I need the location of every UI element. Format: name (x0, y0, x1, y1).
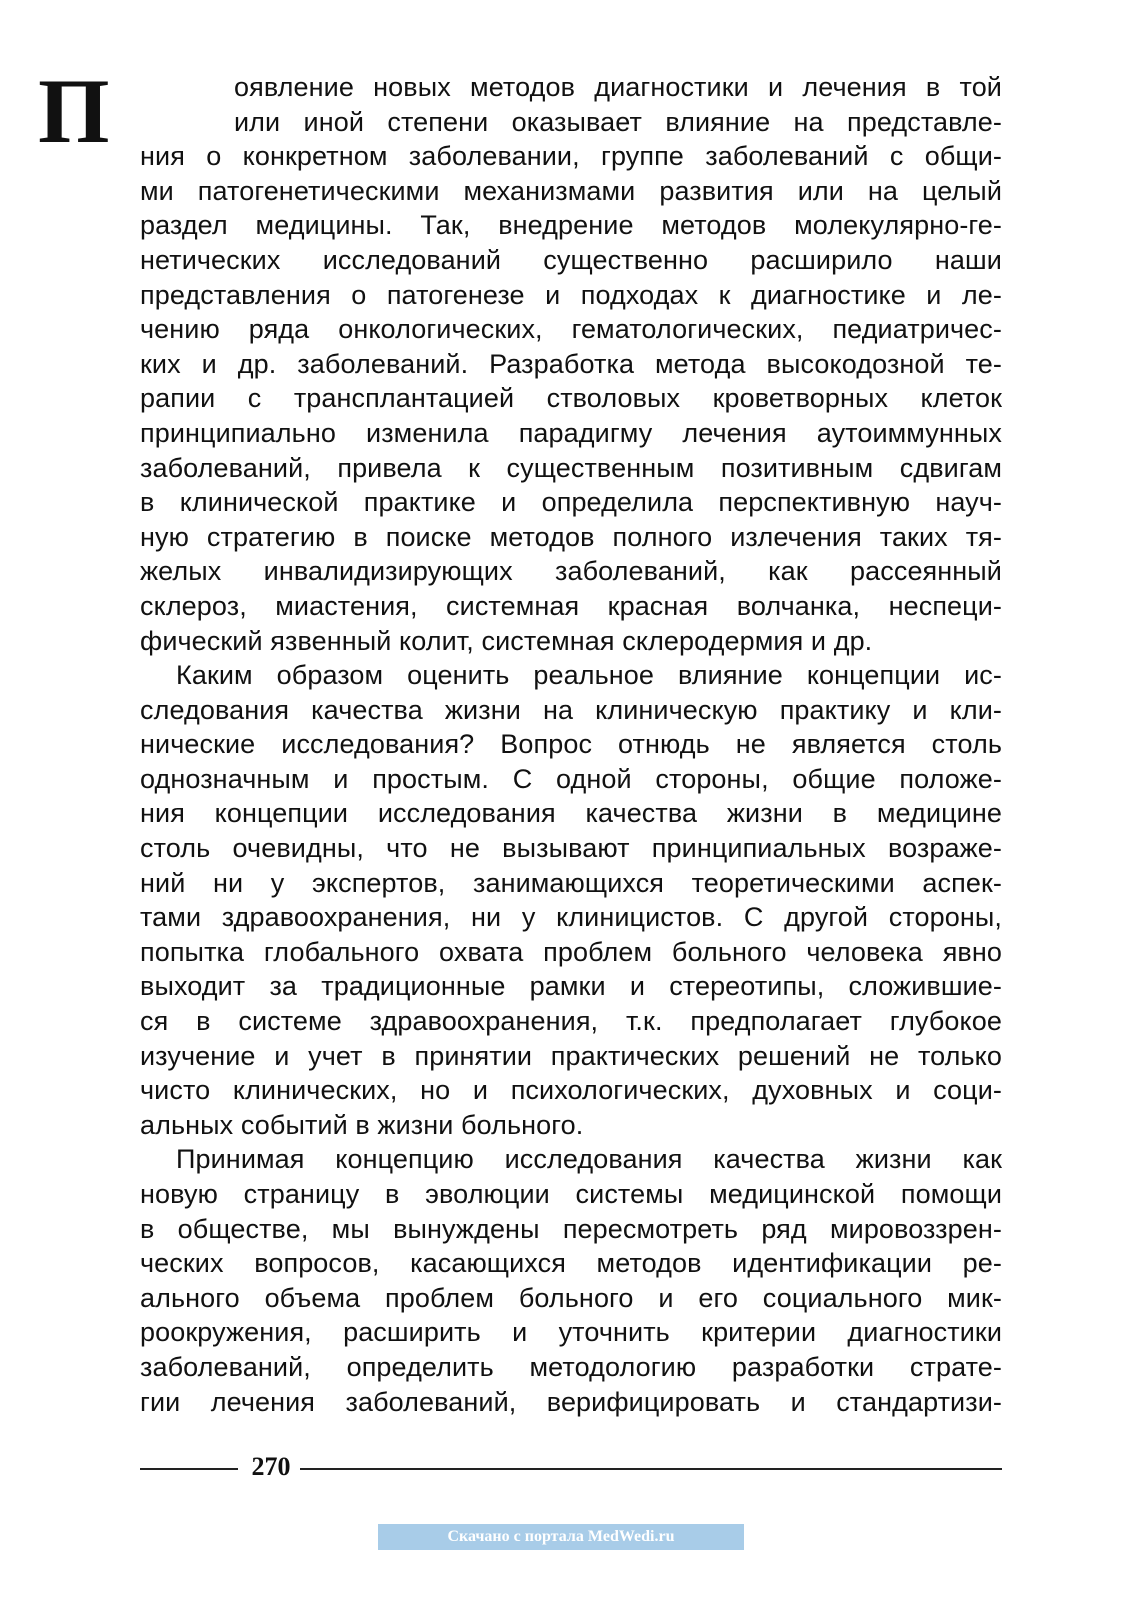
paragraph-1-line-6: нетических исследований существенно расширило наши (140, 244, 1002, 275)
paragraph-1-line-11: принципиально изменила парадигму лечения аутоиммунных (140, 417, 1002, 448)
paragraph-2-line-1: Каким образом оценить реальное влияние концепции ис- (176, 660, 1002, 691)
footer-rule-right (300, 1468, 1002, 1470)
paragraph-1-line-8: чению ряда онкологических, гематологических, педиатричес- (140, 314, 1002, 345)
paragraph-2-line-6: столь очевидны, что не вызывают принципиальных возраже- (140, 833, 1002, 864)
paragraph-1-line-14: ную стратегию в поиске методов полного излечения таких тя- (140, 521, 1002, 552)
paragraph-2-line-10: выходит за традиционные рамки и стереотипы, сложившие- (140, 971, 1002, 1002)
download-watermark-banner: Скачано с портала MedWedi.ru (378, 1524, 744, 1550)
paragraph-1-line-9: ких и др. заболеваний. Разработка метода высокодозной те- (140, 348, 1002, 379)
paragraph-3-line-7: заболеваний, определить методологию разработки страте- (140, 1351, 1002, 1382)
body-text (140, 70, 1002, 1419)
paragraph-2-line-7: ний ни у экспертов, занимающихся теоретическими аспек- (140, 867, 1002, 898)
paragraph-1-line-3: ния о конкретном заболевании, группе заболеваний с общи- (140, 141, 1002, 172)
page-number: 270 (251, 1452, 291, 1481)
paragraph-1-line-13: в клинической практике и определила перспективную науч- (140, 487, 1002, 518)
paragraph-2-line-5: ния концепции исследования качества жизни в медицине (140, 798, 1002, 829)
footer-rule-left (140, 1468, 238, 1470)
paragraph-1-line-2: или иной степени оказывает влияние на представле- (234, 106, 1002, 137)
paragraph-3-line-8: гии лечения заболеваний, верифицировать и стандартизи- (140, 1386, 1002, 1417)
paragraph-2-line-13: чисто клинических, но и психологических, духовных и соци- (140, 1075, 1002, 1106)
paragraph-3-line-4: ческих вопросов, касающихся методов идентификации ре- (140, 1248, 1002, 1279)
paragraph-1-line-10: рапии с трансплантацией стволовых кроветворных клеток (140, 383, 1002, 414)
paragraph-1-line-4: ми патогенетическими механизмами развития или на целый (140, 175, 1002, 206)
paragraph-2-line-11: ся в системе здравоохранения, т.к. предполагает глубокое (140, 1006, 1002, 1037)
paragraph-3-line-2: новую страницу в эволюции системы медицинской помощи (140, 1179, 1002, 1209)
paragraph-1-line-17: фический язвенный колит, системная склеродермия и др. (140, 625, 873, 656)
paragraph-2-line-3: нические исследования? Вопрос отнюдь не является столь (140, 729, 1002, 760)
paragraph-3-line-6: роокружения, расширить и уточнить критерии диагностики (140, 1317, 1002, 1348)
paragraph-1-line-16: склероз, миастения, системная красная волчанка, неспеци- (140, 590, 1002, 621)
page-footer (140, 1452, 1002, 1482)
paragraph-3-line-1: Принимая концепцию исследования качества жизни как (176, 1144, 1002, 1175)
paragraph-3-line-5: ального объема проблем больного и его социального мик- (140, 1282, 1002, 1313)
paragraph-1-line-12: заболеваний, привела к существенным позитивным сдвигам (140, 452, 1002, 483)
paragraph-2-line-4: однозначным и простым. С одной стороны, общие положе- (140, 763, 1002, 794)
paragraph-2-line-8: тами здравоохранения, ни у клиницистов. С другой стороны, (140, 902, 1002, 933)
paragraph-2-line-9: попытка глобального охвата проблем больного человека явно (140, 936, 1002, 967)
paragraph-1-line-1: оявление новых методов диагностики и лечения в той (234, 72, 1002, 102)
paragraph-1-line-15: желых инвалидизирующих заболеваний, как рассеянный (140, 556, 1002, 587)
paragraph-3-line-3: в обществе, мы вынуждены пересмотреть ряд мировоззрен- (140, 1213, 1002, 1244)
paragraph-2-line-14: альных событий в жизни больного. (140, 1109, 584, 1140)
paragraph-1-line-7: представления о патогенезе и подходах к диагностике и ле- (140, 279, 1002, 310)
paragraph-1-line-5: раздел медицины. Так, внедрение методов молекулярно-ге- (140, 210, 1002, 241)
drop-cap-letter: П (38, 60, 110, 162)
paragraph-2-line-12: изучение и учет в принятии практических решений не только (140, 1040, 1002, 1071)
paragraph-2-line-2: следования качества жизни на клиническую практику и кли- (140, 694, 1002, 725)
